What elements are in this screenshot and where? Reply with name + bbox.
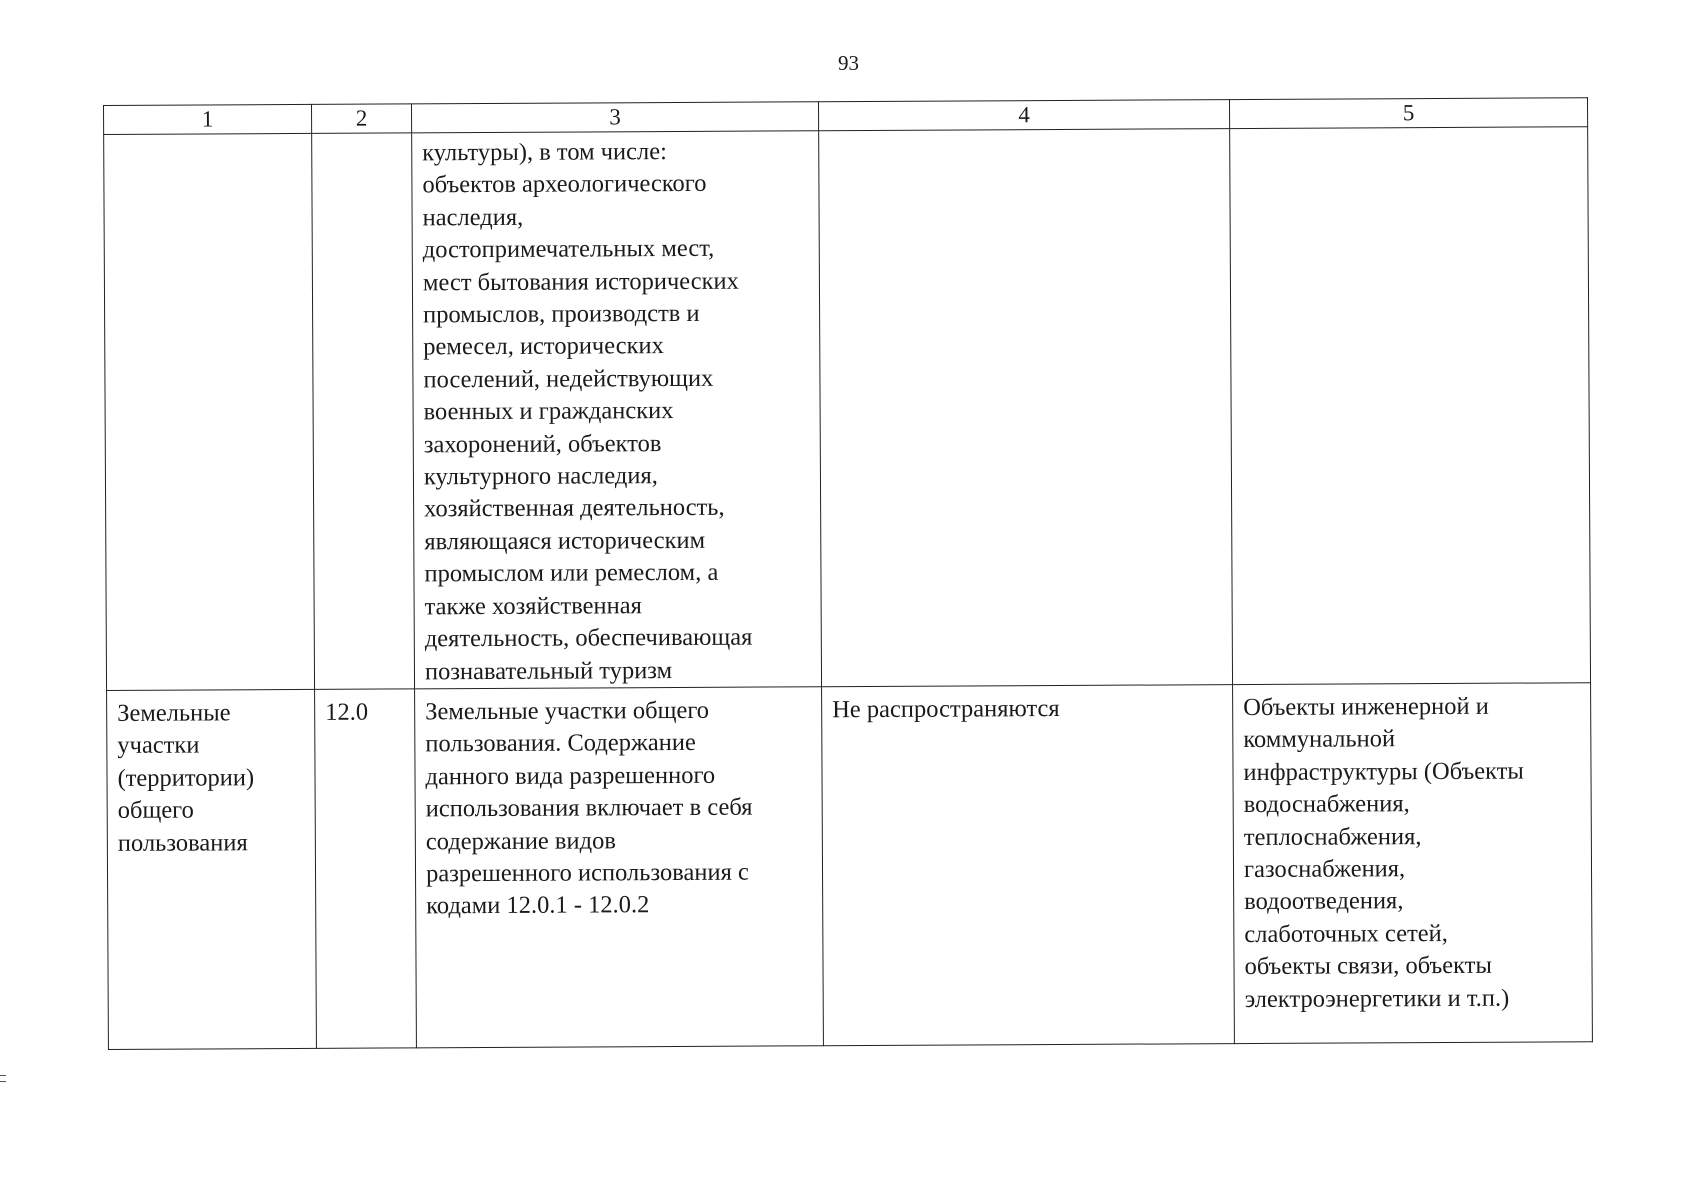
header-cell-3: 3 (411, 102, 818, 133)
table-cell-objects (1233, 683, 1593, 1044)
table-cell-restrictions (819, 129, 1233, 687)
cell-text (819, 129, 1229, 135)
header-cell-5: 5 (1229, 98, 1587, 129)
table-cell-code (315, 689, 417, 1049)
cell-text: культуры), в том числе: объектов археологического наследия, достопримечательных мест, мест бытования исторических промыслов, производств и ремесел, исторических поселений, недействующих военных и гражданских захоронений, объектов культурного наследия, хозяйственная деятельность, являющаяся историческим промыслом или ремеслом, а также хозяйственная деятельность, обеспечивающая познавательный туризм (422, 138, 753, 685)
header-cell-2: 2 (311, 104, 411, 134)
cell-text: Не распространяются (832, 694, 1060, 724)
table-cell-description (412, 131, 822, 689)
table-cell-objects (1230, 127, 1591, 685)
table-cell-code (312, 133, 415, 689)
cell-text (1230, 127, 1587, 133)
cell-text: 12.0 (325, 698, 369, 726)
cell-text: Объекты инженерной и коммунальной инфраструктуры (Объекты водоснабжения, теплоснабжения, газоснабжения, водоотведения, слаботочных сетей, объекты связи, объекты электроэнергетики и т.п.) (1243, 692, 1524, 1013)
table-cell-name (104, 133, 315, 690)
cell-text (312, 133, 411, 138)
cell-text: Земельные участки общего пользования. Содержание данного вида разрешенного использования включает в себя содержание видов разрешенного использования с кодами 12.0.1 - 12.0.2 (425, 696, 753, 920)
cell-text (104, 134, 311, 139)
table-row (104, 127, 1591, 691)
table-cell-description (415, 687, 824, 1048)
cell-text: Земельные участки (территории) общего пользования (117, 699, 255, 857)
page-number: 93 (838, 51, 859, 75)
scan-margin-mark (0, 1075, 6, 1076)
table-cell-name (107, 689, 317, 1049)
table-cell-restrictions (822, 684, 1235, 1045)
table-row (107, 683, 1593, 1050)
header-cell-4: 4 (818, 100, 1229, 131)
header-cell-1: 1 (104, 104, 312, 134)
land-use-table (103, 97, 1593, 1050)
